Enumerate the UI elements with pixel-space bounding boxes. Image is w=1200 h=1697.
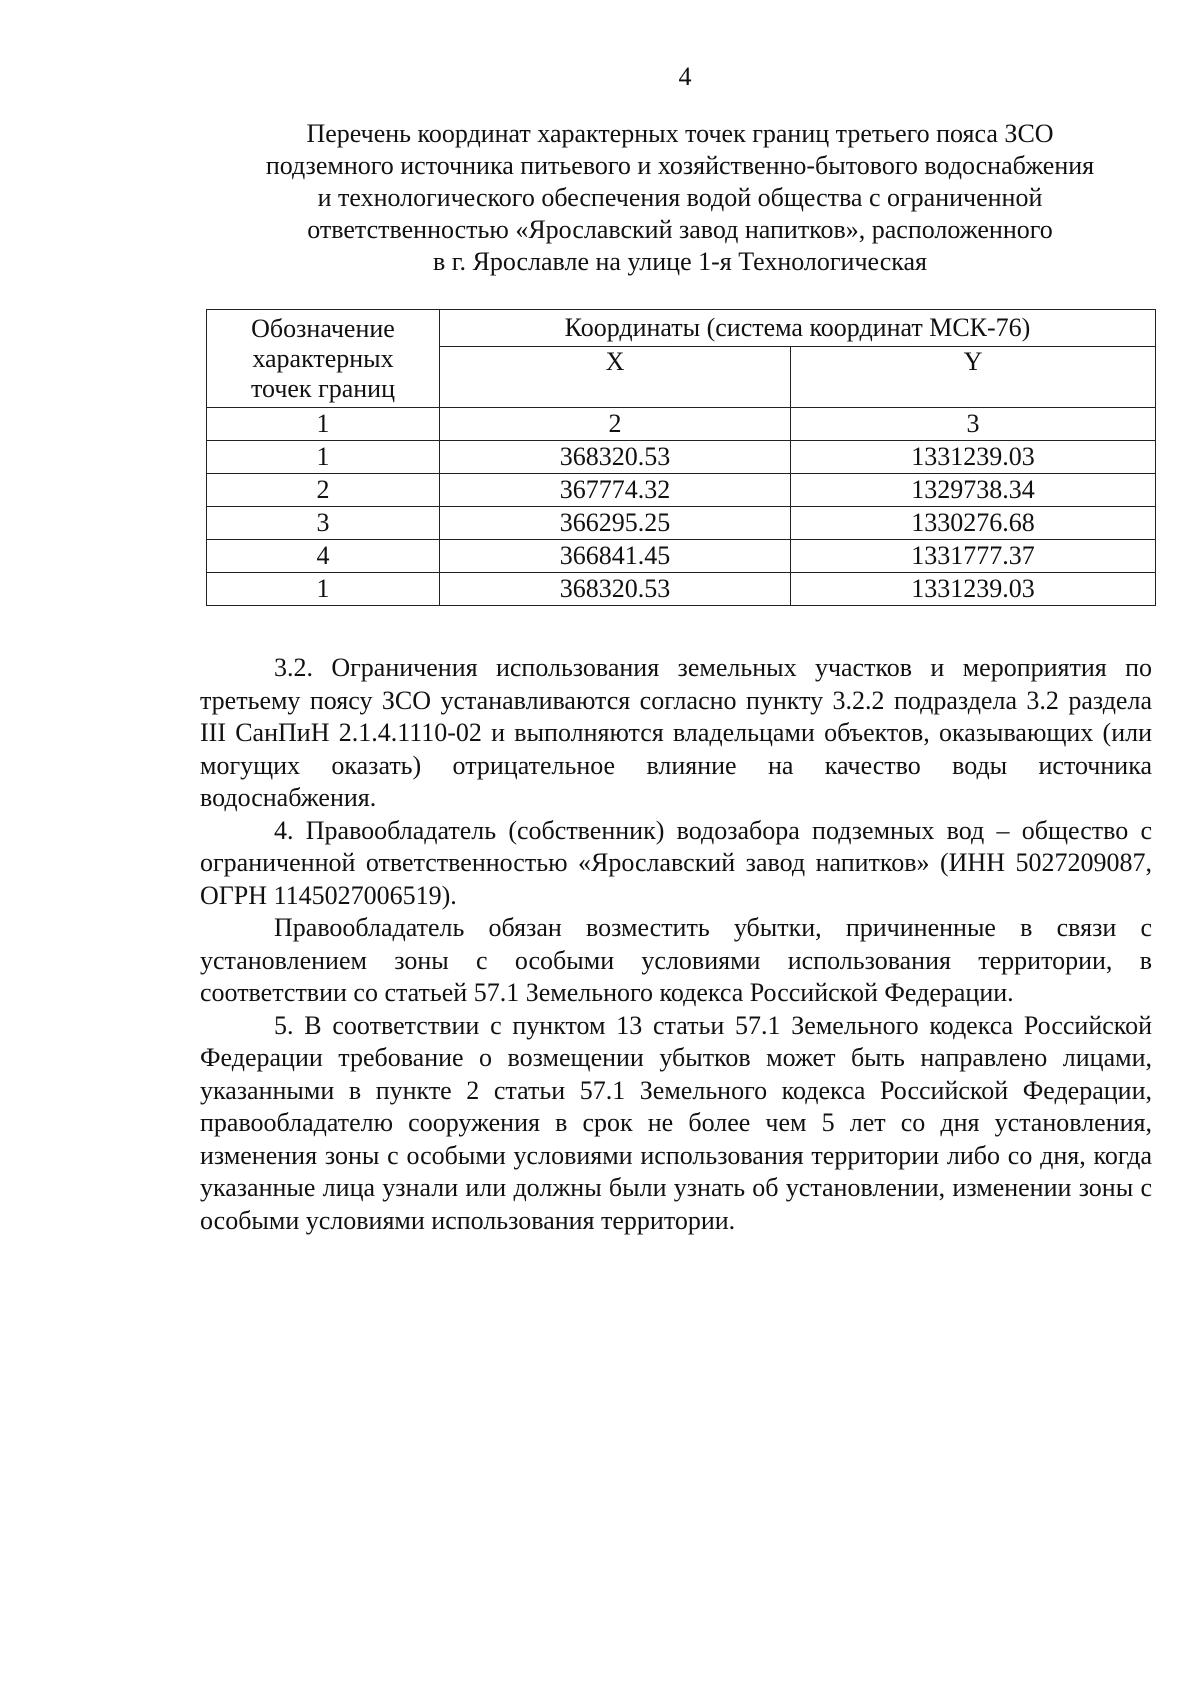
point-cell: 4 bbox=[207, 540, 440, 573]
y-cell: 1331239.03 bbox=[791, 441, 1156, 474]
table-row bbox=[207, 540, 1156, 573]
point-cell: 1 bbox=[207, 573, 440, 606]
coordinates-header: Координаты (система координат МСК-76) bbox=[440, 310, 1156, 347]
x-cell: 368320.53 bbox=[440, 441, 791, 474]
column-number: 2 bbox=[440, 408, 791, 441]
title-line: и технологического обеспечения водой общества с ограниченной bbox=[317, 183, 1043, 212]
title-line: в г. Ярославле на улице 1-я Технологическая bbox=[432, 247, 928, 276]
table-row bbox=[207, 573, 1156, 606]
x-cell: 366295.25 bbox=[440, 507, 791, 540]
designation-header bbox=[207, 310, 440, 408]
designation-header-line: точек границ bbox=[250, 374, 396, 403]
paragraph: 5. В соответствии с пунктом 13 статьи 57.1 Земельного кодекса Российской Федерации требование о возмещении убытков может быть направлено лицами, указанными в пункте 2 статьи 57.1 Земельного кодекса Российской Федерации, правообладателю сооружения в срок не более чем 5 лет со дня установления, изменения зоны с особыми условиями использования территории либо со дня, когда указанные лица узнали или должны были узнать об установлении, изменении зоны с особыми условиями использования территории. bbox=[200, 1010, 1152, 1235]
column-number: 3 bbox=[791, 408, 1156, 441]
y-cell: 1331239.03 bbox=[791, 573, 1156, 606]
title-line: Перечень координат характерных точек границ третьего пояса ЗСО bbox=[306, 119, 1054, 148]
table-row bbox=[207, 441, 1156, 474]
x-cell: 368320.53 bbox=[440, 573, 791, 606]
designation-header-line: Обозначение bbox=[251, 314, 395, 343]
y-cell: 1329738.34 bbox=[791, 474, 1156, 507]
paragraph: 4. Правообладатель (собственник) водозабора подземных вод – общество с ограниченной ответственностью «Ярославский завод напитков» (ИНН 5027209087, ОГРН 1145027006519). bbox=[200, 815, 1152, 910]
paragraph: 3.2. Ограничения использования земельных участков и мероприятия по третьему поясу ЗСО устанавливаются согласно пункту 3.2.2 подраздела 3.2 раздела III СанПиН 2.1.4.1110-02 и выполняются владельцами объектов, оказывающих (или могущих оказать) отрицательное влияние на качество воды источника водоснабжения. bbox=[200, 653, 1152, 812]
coordinates-table bbox=[206, 309, 1156, 606]
y-column-header: Y bbox=[791, 347, 1156, 408]
x-column-header: X bbox=[440, 347, 791, 408]
column-number: 1 bbox=[207, 408, 440, 441]
point-cell: 1 bbox=[207, 441, 440, 474]
page-number: 4 bbox=[678, 62, 692, 91]
title-line: ответственностью «Ярославский завод напитков», расположенного bbox=[307, 215, 1053, 244]
body-text bbox=[200, 652, 1152, 1237]
column-number-row bbox=[207, 408, 1156, 441]
table-row bbox=[207, 474, 1156, 507]
designation-header-line: характерных bbox=[252, 344, 394, 373]
x-cell: 367774.32 bbox=[440, 474, 791, 507]
point-cell: 3 bbox=[207, 507, 440, 540]
document-title bbox=[200, 118, 1160, 278]
y-cell: 1330276.68 bbox=[791, 507, 1156, 540]
title-line: подземного источника питьевого и хозяйственно-бытового водоснабжения bbox=[265, 151, 1095, 180]
x-cell: 366841.45 bbox=[440, 540, 791, 573]
point-cell: 2 bbox=[207, 474, 440, 507]
y-cell: 1331777.37 bbox=[791, 540, 1156, 573]
table-row bbox=[207, 507, 1156, 540]
paragraph: Правообладатель обязан возместить убытки, причиненные в связи с установлением зоны с особыми условиями использования территории, в соответствии со статьей 57.1 Земельного кодекса Российской Федерации. bbox=[200, 913, 1152, 1007]
table-header-row bbox=[207, 310, 1156, 347]
